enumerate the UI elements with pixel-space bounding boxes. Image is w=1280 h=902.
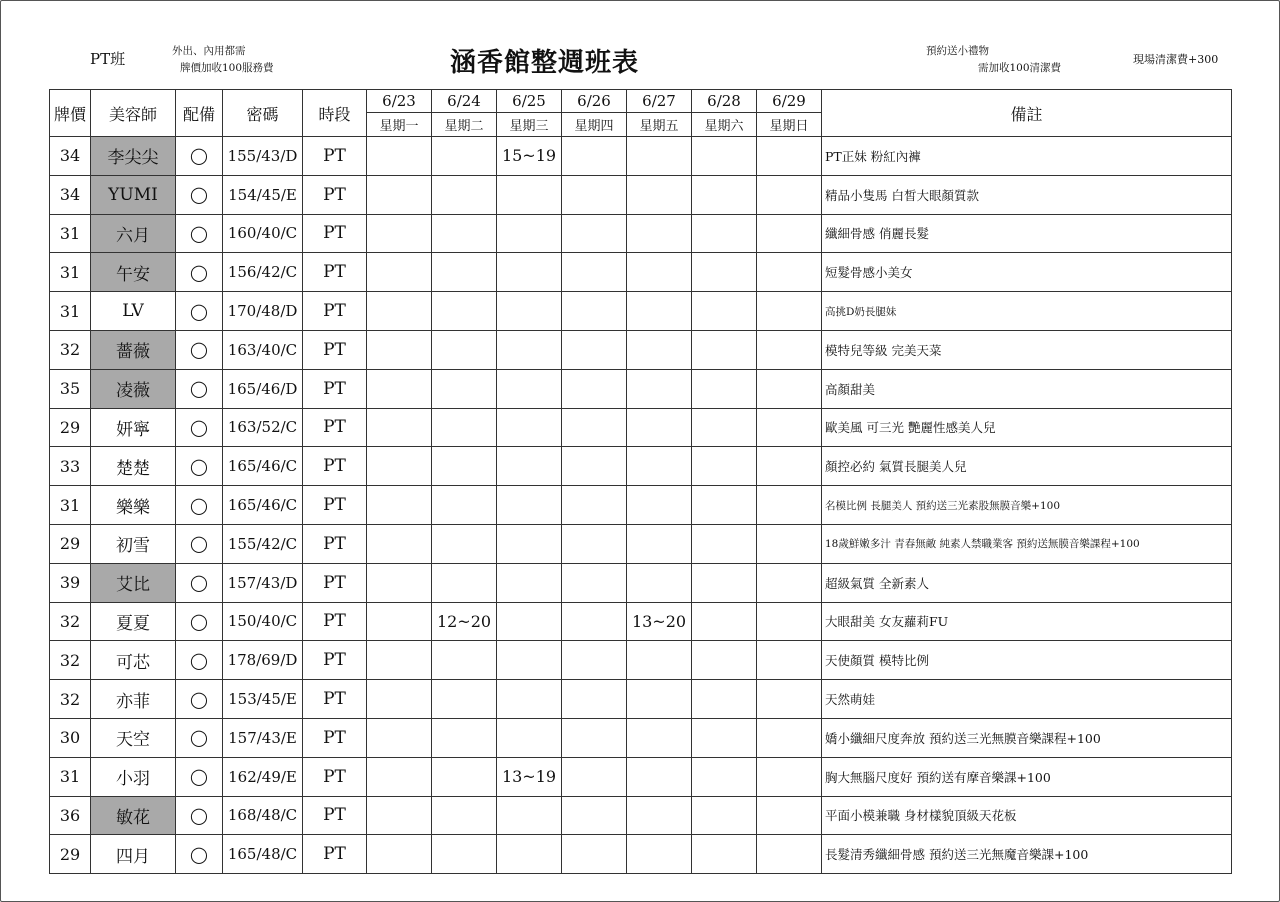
day-schedule-cell xyxy=(692,253,757,292)
day-schedule-cell xyxy=(432,563,497,602)
day-schedule-cell xyxy=(497,835,562,874)
day-schedule-cell: 13~19 xyxy=(497,757,562,796)
beautician-name-cell: 樂樂 xyxy=(91,486,176,525)
remark-cell: 長髮清秀纖細骨感 預約送三光無魔音樂課+100 xyxy=(822,835,1232,874)
time-slot-cell: PT xyxy=(303,408,367,447)
day-schedule-cell xyxy=(497,330,562,369)
equip-marker: ◯ xyxy=(176,563,223,602)
table-row xyxy=(50,175,1232,214)
equip-marker: ◯ xyxy=(176,835,223,874)
table-row xyxy=(50,408,1232,447)
day-schedule-cell xyxy=(692,718,757,757)
day-schedule-cell xyxy=(692,641,757,680)
beautician-name-cell: 初雪 xyxy=(91,524,176,563)
day-schedule-cell xyxy=(627,641,692,680)
day-schedule-cell xyxy=(757,641,822,680)
code-cell: 170/48/D xyxy=(223,292,303,331)
price-cell: 31 xyxy=(50,486,91,525)
time-slot-cell: PT xyxy=(303,330,367,369)
day-schedule-cell xyxy=(757,524,822,563)
day-schedule-cell xyxy=(757,486,822,525)
day-schedule-cell xyxy=(692,369,757,408)
table-row xyxy=(50,718,1232,757)
day-schedule-cell xyxy=(562,524,627,563)
day-schedule-cell xyxy=(562,408,627,447)
remark-cell: 嬌小纖細尺度奔放 預約送三光無膜音樂課程+100 xyxy=(822,718,1232,757)
code-cell: 157/43/E xyxy=(223,718,303,757)
day-schedule-cell xyxy=(367,796,432,835)
col-header-weekday: 星期日 xyxy=(757,113,822,137)
day-schedule-cell xyxy=(497,680,562,719)
note-right-line1: 預約送小禮物 xyxy=(926,45,989,57)
day-schedule-cell xyxy=(432,680,497,719)
day-schedule-cell xyxy=(562,563,627,602)
day-schedule-cell xyxy=(692,524,757,563)
day-schedule-cell xyxy=(367,175,432,214)
day-schedule-cell xyxy=(757,718,822,757)
day-schedule-cell xyxy=(497,602,562,641)
time-slot-cell: PT xyxy=(303,524,367,563)
table-row xyxy=(50,330,1232,369)
day-schedule-cell xyxy=(367,137,432,176)
day-schedule-cell xyxy=(497,292,562,331)
day-schedule-cell xyxy=(757,835,822,874)
time-slot-cell: PT xyxy=(303,253,367,292)
day-schedule-cell xyxy=(757,330,822,369)
remark-cell: 模特兒等級 完美天菜 xyxy=(822,330,1232,369)
day-schedule-cell xyxy=(562,447,627,486)
day-schedule-cell xyxy=(757,447,822,486)
code-cell: 150/40/C xyxy=(223,602,303,641)
code-cell: 162/49/E xyxy=(223,757,303,796)
equip-marker: ◯ xyxy=(176,641,223,680)
day-schedule-cell xyxy=(627,563,692,602)
col-header-slot: 時段 xyxy=(303,90,367,137)
day-schedule-cell xyxy=(497,524,562,563)
day-schedule-cell xyxy=(757,680,822,719)
time-slot-cell: PT xyxy=(303,835,367,874)
col-header-weekday: 星期六 xyxy=(692,113,757,137)
table-row xyxy=(50,486,1232,525)
day-schedule-cell xyxy=(432,796,497,835)
day-schedule-cell xyxy=(497,641,562,680)
price-cell: 33 xyxy=(50,447,91,486)
day-schedule-cell xyxy=(432,175,497,214)
price-cell: 31 xyxy=(50,214,91,253)
time-slot-cell: PT xyxy=(303,175,367,214)
code-cell: 165/48/C xyxy=(223,835,303,874)
price-cell: 31 xyxy=(50,253,91,292)
col-header-date: 6/26 xyxy=(562,90,627,113)
day-schedule-cell xyxy=(627,292,692,331)
remark-cell: 平面小模兼職 身材樣貌頂級天花板 xyxy=(822,796,1232,835)
note-left-line2: 牌價加收100服務費 xyxy=(180,62,274,74)
day-schedule-cell xyxy=(367,486,432,525)
equip-marker: ◯ xyxy=(176,137,223,176)
day-schedule-cell xyxy=(757,563,822,602)
col-header-date: 6/25 xyxy=(497,90,562,113)
code-cell: 168/48/C xyxy=(223,796,303,835)
class-label: PT班 xyxy=(90,50,126,68)
code-cell: 165/46/C xyxy=(223,447,303,486)
remark-cell: 顏控必約 氣質長腿美人兒 xyxy=(822,447,1232,486)
day-schedule-cell xyxy=(432,330,497,369)
day-schedule-cell xyxy=(757,292,822,331)
col-header-remarks: 備註 xyxy=(822,90,1232,137)
day-schedule-cell xyxy=(627,680,692,719)
day-schedule-cell xyxy=(627,447,692,486)
day-schedule-cell xyxy=(562,757,627,796)
day-schedule-cell xyxy=(367,680,432,719)
table-row xyxy=(50,641,1232,680)
day-schedule-cell xyxy=(627,835,692,874)
day-schedule-cell xyxy=(757,369,822,408)
day-schedule-cell xyxy=(432,757,497,796)
day-schedule-cell xyxy=(562,718,627,757)
day-schedule-cell xyxy=(692,602,757,641)
code-cell: 178/69/D xyxy=(223,641,303,680)
day-schedule-cell xyxy=(757,137,822,176)
col-header-date: 6/24 xyxy=(432,90,497,113)
day-schedule-cell xyxy=(562,137,627,176)
day-schedule-cell xyxy=(562,796,627,835)
day-schedule-cell xyxy=(627,137,692,176)
price-cell: 31 xyxy=(50,757,91,796)
col-header-date: 6/23 xyxy=(367,90,432,113)
table-row xyxy=(50,253,1232,292)
day-schedule-cell xyxy=(497,408,562,447)
col-header-date: 6/27 xyxy=(627,90,692,113)
day-schedule-cell xyxy=(757,602,822,641)
day-schedule-cell xyxy=(562,292,627,331)
day-schedule-cell xyxy=(692,796,757,835)
remark-cell: 超級氣質 全新素人 xyxy=(822,563,1232,602)
table-row xyxy=(50,835,1232,874)
day-schedule-cell xyxy=(497,563,562,602)
day-schedule-cell xyxy=(367,524,432,563)
day-schedule-cell xyxy=(562,253,627,292)
day-schedule-cell xyxy=(627,757,692,796)
day-schedule-cell xyxy=(497,796,562,835)
day-schedule-cell xyxy=(627,369,692,408)
day-schedule-cell xyxy=(757,214,822,253)
day-schedule-cell xyxy=(432,718,497,757)
price-cell: 29 xyxy=(50,408,91,447)
day-schedule-cell xyxy=(497,175,562,214)
day-schedule-cell xyxy=(562,602,627,641)
beautician-name-cell: 楚楚 xyxy=(91,447,176,486)
day-schedule-cell xyxy=(757,757,822,796)
equip-marker: ◯ xyxy=(176,408,223,447)
day-schedule-cell xyxy=(497,369,562,408)
code-cell: 165/46/D xyxy=(223,369,303,408)
time-slot-cell: PT xyxy=(303,718,367,757)
schedule-table xyxy=(49,89,1232,874)
day-schedule-cell xyxy=(367,408,432,447)
price-cell: 36 xyxy=(50,796,91,835)
day-schedule-cell xyxy=(627,330,692,369)
day-schedule-cell xyxy=(497,447,562,486)
day-schedule-cell xyxy=(757,253,822,292)
day-schedule-cell xyxy=(692,447,757,486)
col-header-weekday: 星期二 xyxy=(432,113,497,137)
code-cell: 160/40/C xyxy=(223,214,303,253)
remark-cell: PT正妹 粉紅內褲 xyxy=(822,137,1232,176)
remark-cell: 歐美風 可三光 艷麗性感美人兒 xyxy=(822,408,1232,447)
day-schedule-cell xyxy=(432,835,497,874)
remark-cell: 短髮骨感小美女 xyxy=(822,253,1232,292)
equip-marker: ◯ xyxy=(176,447,223,486)
table-row xyxy=(50,796,1232,835)
code-cell: 155/43/D xyxy=(223,137,303,176)
day-schedule-cell xyxy=(432,408,497,447)
table-row xyxy=(50,214,1232,253)
col-header-weekday: 星期一 xyxy=(367,113,432,137)
price-cell: 30 xyxy=(50,718,91,757)
beautician-name-cell: 小羽 xyxy=(91,757,176,796)
code-cell: 154/45/E xyxy=(223,175,303,214)
day-schedule-cell xyxy=(432,641,497,680)
beautician-name-cell: 四月 xyxy=(91,835,176,874)
beautician-name-cell: 李尖尖 xyxy=(91,137,176,176)
equip-marker: ◯ xyxy=(176,718,223,757)
day-schedule-cell xyxy=(562,214,627,253)
day-schedule-cell xyxy=(367,602,432,641)
day-schedule-cell xyxy=(627,214,692,253)
equip-marker: ◯ xyxy=(176,796,223,835)
day-schedule-cell xyxy=(627,718,692,757)
table-row xyxy=(50,602,1232,641)
remark-cell: 高顏甜美 xyxy=(822,369,1232,408)
day-schedule-cell xyxy=(692,408,757,447)
price-cell: 39 xyxy=(50,563,91,602)
day-schedule-cell xyxy=(367,214,432,253)
remark-cell: 纖細骨感 俏麗長髮 xyxy=(822,214,1232,253)
time-slot-cell: PT xyxy=(303,369,367,408)
day-schedule-cell xyxy=(757,408,822,447)
day-schedule-cell xyxy=(757,796,822,835)
day-schedule-cell xyxy=(432,292,497,331)
day-schedule-cell xyxy=(692,757,757,796)
price-cell: 29 xyxy=(50,524,91,563)
code-cell: 155/42/C xyxy=(223,524,303,563)
time-slot-cell: PT xyxy=(303,757,367,796)
day-schedule-cell xyxy=(367,369,432,408)
day-schedule-cell xyxy=(432,253,497,292)
day-schedule-cell xyxy=(367,563,432,602)
day-schedule-cell xyxy=(627,175,692,214)
table-row xyxy=(50,447,1232,486)
day-schedule-cell xyxy=(432,486,497,525)
price-cell: 29 xyxy=(50,835,91,874)
remark-cell: 高挑D奶長腿妹 xyxy=(822,292,1232,331)
day-schedule-cell xyxy=(432,137,497,176)
day-schedule-cell xyxy=(432,447,497,486)
price-cell: 31 xyxy=(50,292,91,331)
day-schedule-cell xyxy=(367,253,432,292)
day-schedule-cell xyxy=(432,369,497,408)
code-cell: 165/46/C xyxy=(223,486,303,525)
code-cell: 157/43/D xyxy=(223,563,303,602)
col-header-code: 密碼 xyxy=(223,90,303,137)
equip-marker: ◯ xyxy=(176,330,223,369)
day-schedule-cell xyxy=(497,486,562,525)
equip-marker: ◯ xyxy=(176,369,223,408)
day-schedule-cell xyxy=(692,680,757,719)
price-cell: 34 xyxy=(50,137,91,176)
time-slot-cell: PT xyxy=(303,447,367,486)
day-schedule-cell: 12~20 xyxy=(432,602,497,641)
col-header-weekday: 星期四 xyxy=(562,113,627,137)
code-cell: 156/42/C xyxy=(223,253,303,292)
day-schedule-cell xyxy=(367,718,432,757)
day-schedule-cell xyxy=(562,330,627,369)
time-slot-cell: PT xyxy=(303,486,367,525)
day-schedule-cell xyxy=(692,175,757,214)
time-slot-cell: PT xyxy=(303,214,367,253)
day-schedule-cell xyxy=(367,835,432,874)
day-schedule-cell xyxy=(367,330,432,369)
table-row xyxy=(50,563,1232,602)
beautician-name-cell: YUMI xyxy=(91,175,176,214)
day-schedule-cell xyxy=(627,796,692,835)
time-slot-cell: PT xyxy=(303,796,367,835)
col-header-equip: 配備 xyxy=(176,90,223,137)
price-cell: 32 xyxy=(50,680,91,719)
remark-cell: 精品小隻馬 白皙大眼顏質款 xyxy=(822,175,1232,214)
remark-cell: 大眼甜美 女友蘿莉FU xyxy=(822,602,1232,641)
remark-cell: 胸大無腦尺度好 預約送有摩音樂課+100 xyxy=(822,757,1232,796)
day-schedule-cell xyxy=(692,563,757,602)
price-cell: 35 xyxy=(50,369,91,408)
day-schedule-cell xyxy=(367,757,432,796)
day-schedule-cell xyxy=(562,175,627,214)
table-row xyxy=(50,524,1232,563)
beautician-name-cell: 天空 xyxy=(91,718,176,757)
beautician-name-cell: LV xyxy=(91,292,176,331)
day-schedule-cell xyxy=(627,253,692,292)
day-schedule-cell xyxy=(562,369,627,408)
price-cell: 32 xyxy=(50,330,91,369)
day-schedule-cell xyxy=(497,718,562,757)
day-schedule-cell xyxy=(627,408,692,447)
day-schedule-cell xyxy=(497,253,562,292)
equip-marker: ◯ xyxy=(176,292,223,331)
note-right-line2: 需加收100清潔費 xyxy=(978,62,1062,74)
remark-cell: 18歲鮮嫩多汁 青春無敵 純素人禁職業客 預約送無膜音樂課程+100 xyxy=(822,524,1232,563)
beautician-name-cell: 凌薇 xyxy=(91,369,176,408)
equip-marker: ◯ xyxy=(176,602,223,641)
beautician-name-cell: 可芯 xyxy=(91,641,176,680)
note-right-cleaning-fee: 現場清潔費+300 xyxy=(1133,53,1219,66)
beautician-name-cell: 亦菲 xyxy=(91,680,176,719)
time-slot-cell: PT xyxy=(303,137,367,176)
time-slot-cell: PT xyxy=(303,602,367,641)
price-cell: 34 xyxy=(50,175,91,214)
col-header-weekday: 星期五 xyxy=(627,113,692,137)
price-cell: 32 xyxy=(50,602,91,641)
time-slot-cell: PT xyxy=(303,641,367,680)
beautician-name-cell: 六月 xyxy=(91,214,176,253)
day-schedule-cell xyxy=(367,641,432,680)
page-title: 涵香館整週班表 xyxy=(450,48,640,78)
code-cell: 153/45/E xyxy=(223,680,303,719)
time-slot-cell: PT xyxy=(303,680,367,719)
code-cell: 163/52/C xyxy=(223,408,303,447)
day-schedule-cell xyxy=(497,214,562,253)
day-schedule-cell xyxy=(432,214,497,253)
beautician-name-cell: 妍寧 xyxy=(91,408,176,447)
equip-marker: ◯ xyxy=(176,253,223,292)
time-slot-cell: PT xyxy=(303,563,367,602)
remark-cell: 天使顏質 模特比例 xyxy=(822,641,1232,680)
day-schedule-cell xyxy=(432,524,497,563)
day-schedule-cell xyxy=(562,835,627,874)
note-left-line1: 外出、內用都需 xyxy=(172,45,246,57)
beautician-name-cell: 艾比 xyxy=(91,563,176,602)
day-schedule-cell xyxy=(692,137,757,176)
equip-marker: ◯ xyxy=(176,524,223,563)
time-slot-cell: PT xyxy=(303,292,367,331)
col-header-date: 6/28 xyxy=(692,90,757,113)
day-schedule-cell xyxy=(562,486,627,525)
day-schedule-cell xyxy=(692,292,757,331)
remark-cell: 名模比例 長腿美人 預約送三光素股無膜音樂+100 xyxy=(822,486,1232,525)
col-header-date: 6/29 xyxy=(757,90,822,113)
remark-cell: 天然萌娃 xyxy=(822,680,1232,719)
day-schedule-cell xyxy=(367,447,432,486)
day-schedule-cell xyxy=(562,641,627,680)
table-row xyxy=(50,292,1232,331)
day-schedule-cell xyxy=(692,330,757,369)
day-schedule-cell: 13~20 xyxy=(627,602,692,641)
equip-marker: ◯ xyxy=(176,175,223,214)
beautician-name-cell: 薔薇 xyxy=(91,330,176,369)
day-schedule-cell xyxy=(562,680,627,719)
table-row xyxy=(50,137,1232,176)
day-schedule-cell xyxy=(627,486,692,525)
beautician-name-cell: 夏夏 xyxy=(91,602,176,641)
col-header-name: 美容師 xyxy=(91,90,176,137)
col-header-price: 牌價 xyxy=(50,90,91,137)
table-row xyxy=(50,757,1232,796)
day-schedule-cell xyxy=(757,175,822,214)
code-cell: 163/40/C xyxy=(223,330,303,369)
table-row xyxy=(50,680,1232,719)
equip-marker: ◯ xyxy=(176,757,223,796)
beautician-name-cell: 午安 xyxy=(91,253,176,292)
col-header-weekday: 星期三 xyxy=(497,113,562,137)
day-schedule-cell: 15~19 xyxy=(497,137,562,176)
day-schedule-cell xyxy=(367,292,432,331)
day-schedule-cell xyxy=(627,524,692,563)
day-schedule-cell xyxy=(692,835,757,874)
price-cell: 32 xyxy=(50,641,91,680)
table-row xyxy=(50,369,1232,408)
day-schedule-cell xyxy=(692,486,757,525)
equip-marker: ◯ xyxy=(176,486,223,525)
equip-marker: ◯ xyxy=(176,214,223,253)
day-schedule-cell xyxy=(692,214,757,253)
beautician-name-cell: 敏花 xyxy=(91,796,176,835)
equip-marker: ◯ xyxy=(176,680,223,719)
